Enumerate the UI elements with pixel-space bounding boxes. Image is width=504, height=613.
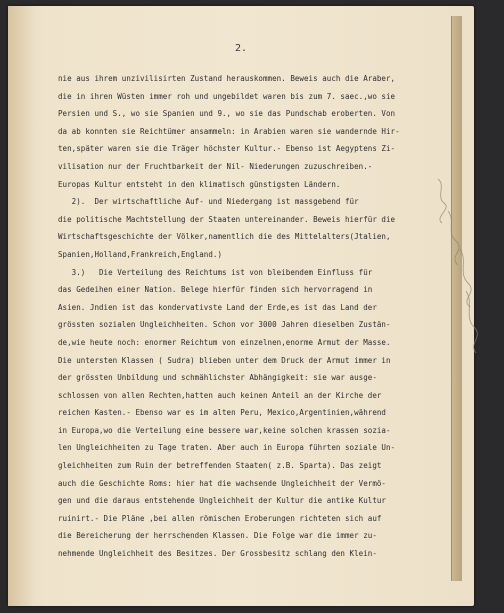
- text-line: gen und die daraus entstehende Ungleichheit der Kultur die antike Kultur: [58, 496, 386, 506]
- text-line: der grössten Unbildung und schmählichster Abhängigkeit: sie war ausge-: [58, 373, 377, 383]
- document-page: [8, 6, 474, 606]
- text-line: nie aus ihrem unzivilisirten Zustand herauskommen. Beweis auch die Araber,: [58, 74, 396, 83]
- text-line: Wirtschaftsgeschichte der Völker,namentlich die des Mittelalters(Jtalien,: [58, 232, 391, 242]
- text-line: Persien und S., wo sie Spanien und 9., wo sie das Pundschab eroberten. Von: [58, 109, 396, 119]
- text-line: 3.) Die Verteilung des Reichtums ist von bleibendem Einfluss für: [58, 267, 373, 277]
- text-line: das Gedeihen einer Nation. Belege hierfür finden sich hervorragend in: [58, 285, 373, 295]
- text-line: de,wie heute noch: enormer Reichtum von einzelnen,enorme Armut der Masse.: [58, 337, 391, 347]
- text-line: da ab konnten sie Reichtümer ansammeln: in Arabien waren sie wandernde Hir-: [58, 126, 400, 136]
- text-line: nehmende Ungleichheit des Besitzes. Der Grossbesitz schlang den Klein-: [58, 549, 377, 559]
- text-line: ruinirt.- Die Pläne ,bei allen römischen Eroberungen richteten sich auf: [58, 513, 382, 523]
- text-line: vilisation nur der Fruchtbarkeit der Nil- Niederungen zuzuschreiben.-: [58, 161, 373, 171]
- text-line: len Ungleichheiten zu Tage traten. Aber auch in Europa führten soziale Un-: [58, 443, 396, 453]
- page-spine-shadow: [8, 6, 34, 606]
- text-line: die politische Machtstellung der Staaten untereinander. Beweis hierfür die: [58, 214, 396, 224]
- text-line: Die untersten Klassen ( Sudra) blieben unter dem Druck der Armut immer in: [58, 355, 391, 365]
- text-line: in Europa,wo die Verteilung eine bessere war,keine solchen krassen soziа-: [58, 425, 391, 435]
- text-line: gleichheiten zum Ruin der betreffenden Staaten( z.B. Sparta). Das zeigt: [58, 461, 382, 471]
- text-line: reichen Kasten.- Ebenso war es im alten Peru, Mexico,Argentinien,während: [58, 408, 386, 418]
- text-line: die in ihren Wüsten immer roh und ungebildet waren bis zum 7. saec.,wo sie: [58, 91, 396, 101]
- text-line: Asien. Jndien ist das kondervativste Land der Erde,es ist das Land der: [58, 302, 377, 312]
- text-line: Europas Kultur entsteht in den klimatisch günstigsten Ländern.: [58, 179, 341, 189]
- text-line: Spanien,Holland,Frankreich,England.): [58, 249, 222, 259]
- text-line: ten,später waren sie die Träger höchster Kultur.- Ebenso ist Aegyptens Zi-: [58, 144, 396, 154]
- typed-text-body: [58, 70, 468, 563]
- text-line: 2). Der wirtschaftliche Auf- und Niedergang ist massgebend für: [58, 197, 359, 207]
- text-line: schlossen von allen Rechten,hatten auch keinen Anteil an der Kirche der: [58, 390, 382, 400]
- text-line: die Bereicherung der herrschenden Klassen. Die Folge war die immer zu-: [58, 531, 377, 541]
- text-line: auch die Geschichte Roms: hier hat die wachsende Ungleichheit der Vermö-: [58, 478, 386, 488]
- text-line: grössten sozialen Ungleichheiten. Schon vor 3000 Jahren dieselben Zustän-: [58, 320, 391, 330]
- page-number: 2.: [234, 43, 248, 54]
